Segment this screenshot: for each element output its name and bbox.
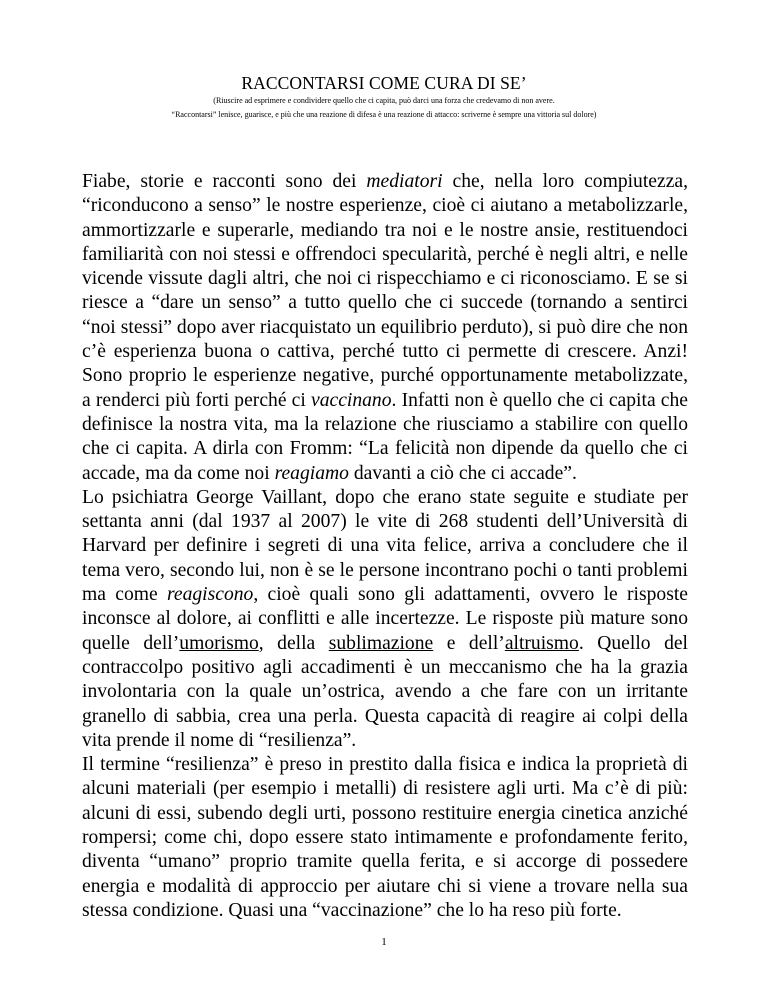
text-run: e dell’ xyxy=(433,632,505,654)
underlined-term-umorismo: umorismo xyxy=(179,632,259,654)
paragraph-3 xyxy=(82,753,688,923)
text-run: Lo psichiatra George Vaillant, dopo che erano state seguite e studiate per settanta anni (dal 1937 al 2007) le vite di 268 studenti dell’Università di Harvard per definire i segreti di una vita felice, arriva a concludere che il tema vero, secondo lui, non è se le persone incontrano pochi o tanti problemi ma come xyxy=(82,486,688,606)
subtitle-line-1: (Riuscire ad esprimere e condividere quello che ci capita, può darci una forza che credevamo di non avere. xyxy=(213,96,555,105)
text-run: . Infatti non è quello che ci capita che definisce la nostra vita, ma la relazione che riusciamo a stabilire con quello che ci capita. A dirla con Fromm: “La felicità non dipende da quello che ci accade, ma da come noi xyxy=(82,389,688,484)
text-run: , della xyxy=(258,632,329,654)
page-number: 1 xyxy=(381,936,387,948)
paragraph-2 xyxy=(82,486,688,753)
paragraph-1 xyxy=(82,170,688,486)
text-run: Fiabe, storie e racconti sono dei xyxy=(82,171,367,192)
text-run: , cioè quali sono gli adattamenti, ovvero le risposte inconsce al dolore, ai conflitti e alle incertezze. Le risposte più mature sono quelle dell’ xyxy=(82,584,688,654)
italic-term-reagiamo: reagiamo xyxy=(274,462,349,484)
text-run: Il termine “resilienza” è preso in prestito dalla fisica e indica la proprietà di alcuni materiali (per esempio i metalli) di resistere agli urti. Ma c’è di più: alcuni di essi, subendo degli urti, possono restituire energia cinetica anziché rompersi; come chi, dopo essere stato intimamente e profondamente ferito, diventa “umano” proprio tramite quella ferita, e si accorge di possedere energia e modalità di approccio per aiutare chi si viene a trovare nella sua stessa condizione. Quasi una “vaccinazione” che lo ha reso più forte. xyxy=(82,754,688,921)
text-run: . Quello del contraccolpo positivo agli accadimenti è un meccanismo che ha la grazia involontaria con la quale un’ostrica, avendo a che fare con un irritante granello di sabbia, crea una perla. Questa capacità di reagire ai colpi della vita prende il nome di “resilienza”. xyxy=(82,632,689,751)
body-text xyxy=(82,170,688,923)
italic-term-reagiscono: reagiscono xyxy=(166,584,254,606)
italic-term-mediatori: mediatori xyxy=(366,171,443,192)
underlined-term-sublimazione: sublimazione xyxy=(328,632,434,654)
text-run: che, nella loro compiutezza, “riconducono a senso” le nostre esperienze, cioè ci aiutano a metabolizzarle, ammortizzarle e superarle, mediando tra noi e le nostre ansie, restituendoci familiarità con noi stessi e offrendoci specularità, perché è negli altri, e nelle vicende vissute dagli altri, che noi ci rispecchiamo e ci riconosciamo. E se si riesce a “dare un senso” a tutto quello che ci succede (tornando a sentirci “noi stessi” dopo aver riacquistato un equilibrio perduto), si può dire che non c’è esperienza buona o cattiva, perché tutto ci permette di crescere. Anzi! Sono proprio le esperienze negative, purché opportunamente metabolizzate, a renderci più forti perché ci xyxy=(82,171,688,411)
text-run: davanti a ciò che ci accade”. xyxy=(348,462,577,484)
underlined-term-altruismo: altruismo xyxy=(504,632,579,654)
subtitle-line-2: “Raccontarsi” lenisce, guarisce, e più che una reazione di difesa è una reazione di attacco: scriverne è sempre una vittoria sul dolore) xyxy=(171,110,597,119)
italic-term-vaccinano: vaccinano xyxy=(311,389,392,411)
page-title: RACCONTARSI COME CURA DI SE’ xyxy=(241,73,527,93)
